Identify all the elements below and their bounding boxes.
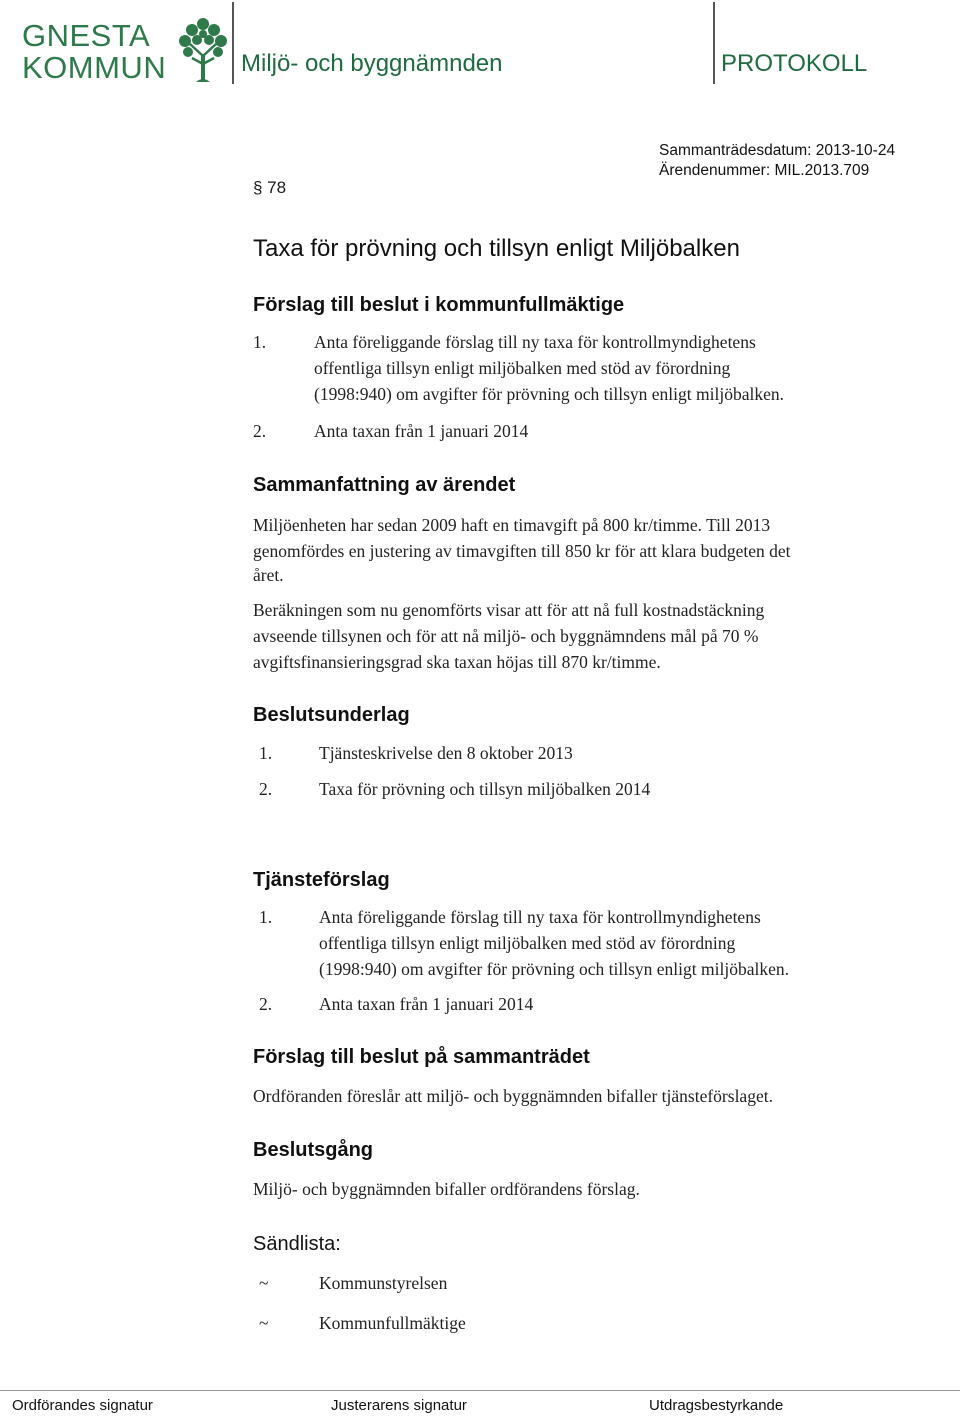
section-heading-meeting-proposal: Förslag till beslut på sammanträdet [253,1046,590,1068]
page-title: Taxa för prövning och tillsyn enligt Miljöbalken [253,235,740,262]
paragraph-number: § 78 [253,178,287,197]
list-number: 2. [253,421,267,441]
list-item-line: Anta taxan från 1 januari 2014 [319,994,534,1014]
section-heading-distribution: Sändlista: [253,1233,341,1255]
committee-name: Miljö- och byggnämnden [241,50,503,77]
tree-icon [174,14,232,84]
paragraph-line: avseende tillsynen och för att nå miljö- och byggnämndens mål på 70 % [253,626,759,646]
list-item-line: (1998:940) om avgifter för prövning och tillsyn enligt miljöbalken. [314,384,784,404]
bullet: ~ [259,1313,269,1333]
list-item-line: offentliga tillsyn enligt miljöbalken med stöd av förordning [314,358,731,378]
paragraph-line: avgiftsfinansieringsgrad ska taxan höjas till 870 kr/timme. [253,652,661,672]
list-item-line: (1998:940) om avgifter för prövning och tillsyn enligt miljöbalken. [319,959,789,979]
adjuster-signature-label: Justerarens signatur [331,1397,467,1414]
bullet: ~ [259,1273,269,1293]
list-item-line: offentliga tillsyn enligt miljöbalken med stöd av förordning [319,933,736,953]
header-divider [232,2,234,84]
section-heading-decision: Beslutsgång [253,1139,374,1161]
extract-certifier-label: Utdragsbestyrkande [649,1397,784,1414]
list-number: 2. [259,994,273,1014]
paragraph-line: genomfördes en justering av timavgiften till 850 kr för att klara budgeten det [253,541,791,561]
list-item-line: Anta föreliggande förslag till ny taxa för kontrollmyndighetens [319,907,761,927]
list-item-line: Anta föreliggande förslag till ny taxa för kontrollmyndighetens [314,332,756,352]
paragraph-line: Miljöenheten har sedan 2009 haft en timavgift på 800 kr/timme. Till 2013 [253,515,771,535]
list-item: Taxa för prövning och tillsyn miljöbalken 2014 [319,779,651,799]
list-item: Tjänsteskrivelse den 8 oktober 2013 [319,743,573,763]
distribution-item: Kommunfullmäktige [319,1313,466,1333]
chair-signature-label: Ordförandes signatur [12,1397,153,1414]
paragraph-line: Beräkningen som nu genomförts visar att för att nå full kostnadstäckning [253,600,765,620]
section-heading-council-proposal: Förslag till beslut i kommunfullmäktige [253,294,625,316]
meeting-date: Sammanträdesdatum: 2013-10-24 [659,142,896,159]
section-heading-basis: Beslutsunderlag [253,704,410,726]
meeting-proposal-text: Ordföranden föreslår att miljö- och byggnämnden bifaller tjänsteförslaget. [253,1086,773,1106]
section-heading-staff-proposal: Tjänsteförslag [253,869,390,891]
gnesta-kommun-logo [22,14,230,84]
list-item-line: Anta taxan från 1 januari 2014 [314,421,529,441]
list-number: 2. [259,779,273,799]
footer-divider [0,1390,960,1391]
decision-text: Miljö- och byggnämnden bifaller ordförandens förslag. [253,1179,640,1199]
logo-line-2: KOMMUN [22,50,167,85]
distribution-item: Kommunstyrelsen [319,1273,448,1293]
header-divider [713,2,715,84]
document-type: PROTOKOLL [721,50,868,77]
list-number: 1. [259,907,273,927]
list-number: 1. [253,332,267,352]
paragraph-line: året. [253,565,284,585]
section-heading-summary: Sammanfattning av ärendet [253,474,516,496]
list-number: 1. [259,743,273,763]
logo-line-1: GNESTA [22,18,151,53]
case-number: Ärendenummer: MIL.2013.709 [659,162,870,179]
